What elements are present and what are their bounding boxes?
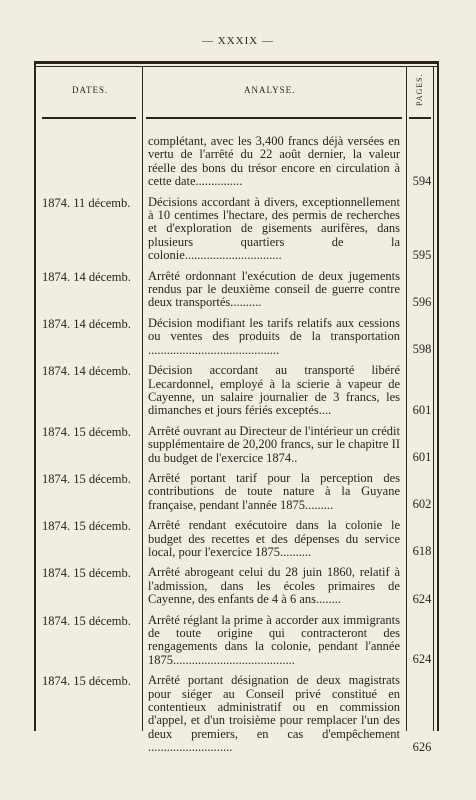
table-row xyxy=(34,270,439,310)
header-pages: PAGES. xyxy=(415,73,424,107)
table-row xyxy=(34,472,439,512)
row-text: Arrêté portant désignation de deux magistrats pour siéger au Conseil privé constitué en contentieux administratif ou en commission d'appel, et d'un troisième pour remplacer l'un des deux premiers, en cas d'empêchement ........................... xyxy=(148,673,400,755)
row-page: 595 xyxy=(412,247,432,262)
row-page: 618 xyxy=(412,544,432,559)
table-row xyxy=(34,614,439,668)
index-table xyxy=(34,61,439,755)
row-date: 1874. 14 décemb. xyxy=(42,364,131,379)
row-text: Décision accordant au transporté libéré Lecardonnel, employé à la scierie à vapeur de Cayenne, un salaire journalier de 3 francs, les dimanches et jours fériés exceptés.... xyxy=(148,363,400,418)
row-page: 624 xyxy=(412,591,432,606)
table-row xyxy=(34,317,439,357)
row-date: 1874. 15 décemb. xyxy=(42,519,131,534)
row-page: 601 xyxy=(412,449,432,464)
row-text: Arrêté abrogeant celui du 28 juin 1860, relatif à l'admission, dans les écoles primaires de Cayenne, des enfants de 4 à 6 ans........ xyxy=(148,565,400,607)
header-rule-analyse xyxy=(146,117,402,119)
table-header xyxy=(34,61,439,117)
table-row xyxy=(34,364,439,418)
row-date: 1874. 15 décemb. xyxy=(42,674,131,689)
row-page: 626 xyxy=(412,739,432,754)
table-row xyxy=(34,425,439,465)
header-analyse: ANALYSE. xyxy=(244,85,296,95)
row-text: complétant, avec les 3,400 francs déjà versées en vertu de l'arrêté du 22 août dernier, la valeur réelle des bons du trésor encore en circulation à cette date............... xyxy=(148,134,400,189)
header-dates: DATES. xyxy=(72,85,109,95)
row-date: 1874. 14 décemb. xyxy=(42,269,131,284)
page-number: — XXXIX — xyxy=(202,35,274,47)
table-row xyxy=(34,196,439,263)
row-text: Arrêté ouvrant au Directeur de l'intérieur un crédit supplémentaire de 20,200 francs, sur le chapitre II du budget de l'exercice 1874.. xyxy=(148,423,400,465)
row-date: 1874. 15 décemb. xyxy=(42,424,131,439)
row-date: 1874. 15 décemb. xyxy=(42,471,131,486)
row-date: 1874. 15 décemb. xyxy=(42,566,131,581)
row-page: 601 xyxy=(412,402,432,417)
row-text: Décisions accordant à divers, exceptionnellement à 10 centimes l'hectare, des permis de recherches et d'exploration de gisements aurifères, dans plusieurs quartiers de la colonie............................... xyxy=(148,194,400,263)
row-text: Arrêté réglant la prime à accorder aux immigrants de toute origine qui contracteront des rengagements dans la colonie, pendant l'année 1875....................................... xyxy=(148,612,400,667)
table-rows xyxy=(34,135,439,762)
table-row xyxy=(34,519,439,559)
row-page: 602 xyxy=(412,497,432,512)
table-row xyxy=(34,674,439,754)
header-rule-dates xyxy=(42,117,136,119)
row-date: 1874. 14 décemb. xyxy=(42,316,131,331)
row-text: Arrêté portant tarif pour la perception des contributions de toute nature à la Guyane française, pendant l'année 1875......... xyxy=(148,470,400,512)
row-text: Arrêté rendant exécutoire dans la colonie le budget des recettes et des dépenses du service local, pour l'exercice 1875.......... xyxy=(148,518,400,559)
row-date: 1874. 11 décemb. xyxy=(42,195,131,210)
row-text: Arrêté ordonnant l'exécution de deux jugements rendus par le deuxième conseil de guerre contre deux transportés.......... xyxy=(148,268,400,310)
row-page: 596 xyxy=(412,294,432,309)
table-row xyxy=(34,135,439,189)
header-rule-pages xyxy=(409,117,431,119)
row-page: 598 xyxy=(412,342,432,357)
row-text: Décision modifiant les tarifs relatifs aux cessions ou ventes des produits de la transportation .......................................... xyxy=(148,315,400,357)
row-date: 1874. 15 décemb. xyxy=(42,613,131,628)
row-page: 594 xyxy=(412,173,432,188)
row-page: 624 xyxy=(412,652,432,667)
table-row xyxy=(34,566,439,606)
